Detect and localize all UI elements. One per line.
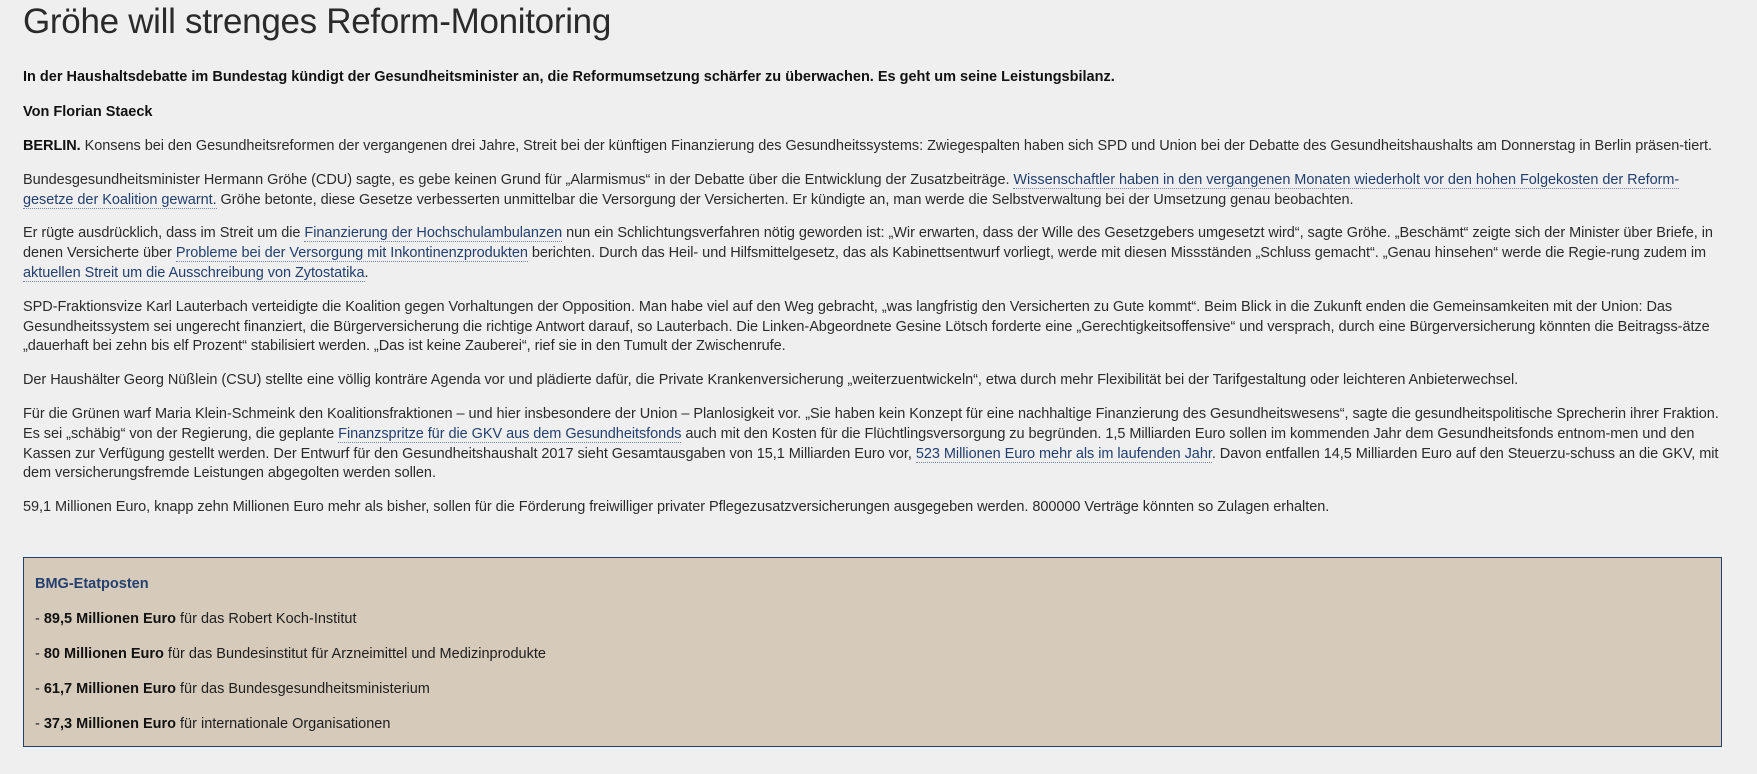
item-amount: 37,3 Millionen Euro xyxy=(43,716,176,732)
paragraph-text: Gröhe betonte, diese Gesetze verbesserten unmittelbar die Versorgung der Versicherten. Er kündigte an, man werde die Selbstverwaltung bei der Umsetzung genau beobachten. xyxy=(216,191,1354,208)
link-folgekosten-reformgesetze[interactable]: Wissenschaftler haben in den vergangenen Monaten wiederholt vor den hohen Folgekosten der Reform-gesetze der Koalition gewarnt. xyxy=(23,171,1680,208)
infobox-item xyxy=(35,679,1721,699)
article-author: Von Florian Staeck xyxy=(23,104,153,120)
infobox-bmg-etatposten xyxy=(23,557,1722,747)
item-prefix: - xyxy=(35,681,44,697)
item-amount: 80 Millionen Euro xyxy=(43,646,164,662)
article xyxy=(23,0,1723,518)
item-amount: 89,5 Millionen Euro xyxy=(43,611,176,627)
link-523-millionen[interactable]: 523 Millionen Euro mehr als im laufenden Jahr xyxy=(915,445,1212,462)
infobox-item xyxy=(35,644,1721,664)
link-finanzspritze-gkv[interactable]: Finanzspritze für die GKV aus dem Gesundheitsfonds xyxy=(338,425,682,442)
link-hochschulambulanzen[interactable]: Finanzierung der Hochschulambulanzen xyxy=(304,225,563,242)
item-text: für das Bundesinstitut für Arzneimittel und Medizinprodukte xyxy=(163,646,546,662)
paragraph-text: nun ein Schlichtungsverfahren nötig geworden ist: „Wir erwarten, dass der Wille des Gesetzgebers umgesetzt wird“, sagte Gröhe. „Beschämt“ zeigte sich der Minister über Briefe, in denen Versicherte über xyxy=(23,225,1713,262)
paragraph-text: Konsens bei den Gesundheitsreformen der vergangenen drei Jahre, Streit bei der künftigen Finanzierung des Gesundheitssystems: Zwiegespalten haben sich SPD und Union bei der Debatte des Gesundheitshaushalts am Donnerstag in Berlin präsen-tiert. xyxy=(80,138,1712,154)
infobox-title: BMG-Etatposten xyxy=(35,576,149,592)
infobox-item xyxy=(35,609,1721,629)
dateline: BERLIN. xyxy=(23,138,81,154)
paragraph-text: Er rügte ausdrücklich, dass im Streit um die xyxy=(23,225,305,242)
paragraph-2 xyxy=(23,171,1723,211)
paragraph-4: SPD-Fraktionsvize Karl Lauterbach verteidigte die Koalition gegen Vorhaltungen der Opposition. Man habe viel auf den Weg gebracht, „was langfristig den Versicherten zu Gute kommt“. Beim Blick in die Zukunft enden die Gemeinsamkeiten mit der Union: Das Gesundheitssystem sei ungerecht finanziert, die Bürgerversicherung die richtige Antwort darauf, so Lauterbach. Die Linken-Abgeordnete Gesine Lötsch forderte eine „Gerechtigkeitsoffensive“ und versprach, durch eine Bürgerversicherung könnten die Beitragss-ätze „dauerhaft bei zehn bis elf Prozent“ stabilisiert werden. „Das ist keine Zauberei“, rief sie in den Tumult der Zwischenrufe. xyxy=(23,298,1710,355)
item-text: für das Bundesgesundheitsministerium xyxy=(176,681,430,697)
paragraph-text: auch mit den Kosten für die Flüchtlingsversorgung zu begründen. 1,5 Milliarden Euro sollen im kommenden Jahr dem Gesundheitsfonds entnom-men und den Kassen zur Verfügung gestellt werden. Der Entwurf für den Gesundheitshaushalt 2017 sieht Gesamtausgaben von 15,1 Milliarden Euro vor, xyxy=(23,425,1695,462)
article-title: Gröhe will strenges Reform-Monitoring xyxy=(23,2,612,41)
link-zytostatika[interactable]: aktuellen Streit um die Ausschreibung von Zytostatika xyxy=(23,264,365,281)
paragraph-6 xyxy=(23,405,1723,484)
article-lead: In der Haushaltsdebatte im Bundestag kündigt der Gesundheitsminister an, die Reformumsetzung schärfer zu überwachen. Es geht um seine Leistungsbilanz. xyxy=(23,69,1115,85)
item-prefix: - xyxy=(35,646,44,662)
paragraph-text: Für die Grünen warf Maria Klein-Schmeink den Koalitionsfraktionen – und hier insbesondere der Union – Planlosigkeit vor. „Sie haben kein Konzept für eine nachhaltige Finanzierung des Gesundheitswesens“, sagte die gesundheitspolitische Sprecherin ihrer Fraktion. Es sei „schäbig“ von der Regierung, die geplante xyxy=(23,405,1719,442)
paragraph-text: berichten. Durch das Heil- und Hilfsmittelgesetz, das als Kabinettsentwurf vorliegt, werde mit diesen Missständen „Schluss gemacht“. „Genau hinsehen“ werde die Regie-rung zudem im xyxy=(527,245,1707,262)
paragraph-text: Bundesgesundheitsminister Hermann Gröhe (CDU) sagte, es gebe keinen Grund für „Alarmismus“ in der Debatte über die Entwicklung der Zusatzbeiträge. xyxy=(23,171,1014,188)
item-text: für das Robert Koch-Institut xyxy=(176,611,357,627)
paragraph-7: 59,1 Millionen Euro, knapp zehn Millionen Euro mehr als bisher, sollen für die Förderung freiwilliger privater Pflegezusatzversicherungen ausgegeben werden. 800000 Verträge könnten so Zulagen erhalten. xyxy=(23,499,1330,516)
item-amount: 61,7 Millionen Euro xyxy=(43,681,176,697)
item-prefix: - xyxy=(35,716,44,732)
paragraph-text: . xyxy=(364,264,369,281)
item-text: für internationale Organisationen xyxy=(176,716,391,732)
paragraph-1 xyxy=(23,137,1723,157)
paragraph-5: Der Haushälter Georg Nüßlein (CSU) stellte eine völlig konträre Agenda vor und plädierte dafür, die Private Krankenversicherung „weiterzuentwickeln“, etwa durch mehr Flexibilität bei der Tarifgestaltung oder leichteren Anbieterwechsel. xyxy=(23,372,1519,389)
paragraph-3 xyxy=(23,224,1723,283)
paragraph-text: . Davon entfallen 14,5 Milliarden Euro auf den Steuerzu-schuss an die GKV, mit dem versicherungsfremde Leistungen abgegolten werden sollen. xyxy=(23,445,1719,482)
item-prefix: - xyxy=(35,611,44,627)
infobox-item xyxy=(35,714,1721,734)
link-inkontinenzprodukte[interactable]: Probleme bei der Versorgung mit Inkontinenzprodukten xyxy=(175,245,528,262)
